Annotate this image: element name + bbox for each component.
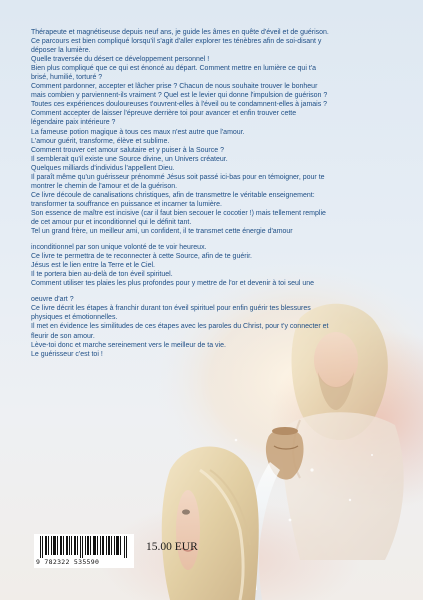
blurb-line: Son essence de maître est incisive (car il faut bien secouer le cocotier !) mais tellement remplie	[31, 209, 326, 217]
barcode-bars	[40, 536, 128, 558]
blurb-line: La fameuse potion magique à tous ces maux n'est autre que l'amour.	[31, 128, 245, 136]
blurb-line: Il te portera bien au-delà de ton éveil spirituel.	[31, 271, 173, 279]
blurb-line: Toutes ces expériences douloureuses t'ouvrent-elles à l'éveil ou te condamnent-elles à jamais ?	[31, 101, 328, 109]
blurb-line: Bien plus compliqué que ce qui est énoncé au départ. Comment mettre en lumière ce qui t'a	[31, 65, 316, 73]
blurb-line: Ce livre te permettra de te reconnecter à cette Source, afin de te guérir.	[31, 253, 253, 261]
price-label: 15.00 EUR	[146, 541, 198, 553]
blurb-line: fleurir de son amour.	[31, 332, 95, 340]
blurb-line: Comment utiliser tes plaies les plus profondes pour y mettre de l'or et devenir à toi seul une	[31, 280, 315, 288]
blurb-line: Quelques milliards d'individus l'appellent Dieu.	[31, 164, 175, 172]
blurb-line: oeuvre d'art ?	[31, 296, 74, 304]
blurb-line: Jésus est le lien entre la Terre et le Ciel.	[31, 262, 155, 270]
blurb-line: Comment pardonner, accepter et lâcher prise ? Chacun de nous souhaite trouver le bonheur	[31, 83, 318, 91]
blurb-line: Lève-toi donc et marche sereinement vers le meilleur de ta vie.	[31, 341, 226, 349]
blurb-line: Ce parcours est bien compliqué lorsqu'il s'agit d'aller explorer tes ténèbres afin de soi-disant y	[31, 38, 322, 46]
blurb-line: Il met en évidence les similitudes de ces étapes avec les paroles du Christ, pour t'y connecter et	[31, 323, 329, 331]
blurb-line: Ce livre découle de canalisations christiques, afin de transmettre le véritable enseignement:	[31, 191, 315, 199]
blurb-line: légendaire paix intérieure ?	[31, 119, 116, 127]
isbn-barcode	[34, 534, 134, 568]
blurb-line: Thérapeute et magnétiseuse depuis neuf ans, je guide les âmes en quête d'éveil et de guérison.	[31, 29, 329, 36]
blurb-line: Comment trouver cet amour salutaire et y puiser à la Source ?	[31, 146, 224, 154]
blurb-line: Tel un grand frère, un meilleur ami, un confident, il te transmet cette énergie d'amour	[31, 228, 293, 236]
blurb-line: brisé, humilié, torturé ?	[31, 74, 103, 82]
woman-figure	[162, 446, 259, 600]
blurb-line: physiques et émotionnelles.	[31, 314, 118, 322]
back-cover-text	[31, 28, 401, 359]
isbn-digits: 9 782322 535590	[36, 558, 100, 566]
blurb-line: mais combien y parviennent-ils vraiment ? Quel est le levier qui donne l'impulsion de guérison ?	[31, 92, 328, 100]
blurb-line: Le guérisseur c'est toi !	[31, 350, 103, 358]
blurb-line: déposer la lumière.	[31, 47, 91, 55]
blurb-line: montrer le chemin de l'amour et de la guérison.	[31, 182, 178, 190]
blurb-line: de cet amour pur et inconditionnel qui le définit tant.	[31, 218, 192, 226]
blurb-line: Il semblerait qu'il existe une Source divine, un Univers créateur.	[31, 155, 228, 163]
blurb-line: Il paraît même qu'un guérisseur prénommé Jésus soit passé ici-bas pour en témoigner, pour te	[31, 173, 325, 181]
blurb-line: Ce livre décrit les étapes à franchir durant ton éveil spirituel pour enfin guérir tes blessures	[31, 305, 311, 313]
blurb-line: transformer ta souffrance en puissance et incarner ta lumière.	[31, 200, 222, 208]
blurb-line: L'amour guérit, transforme, élève et sublime.	[31, 137, 170, 145]
blurb-line: inconditionnel par son unique volonté de te voir heureux.	[31, 244, 207, 252]
blurb-line: Quelle traversée du désert ce développement personnel !	[31, 56, 210, 64]
blurb-line: Comment accepter de laisser l'épreuve derrière toi pour avancer et enfin trouver cette	[31, 110, 297, 118]
